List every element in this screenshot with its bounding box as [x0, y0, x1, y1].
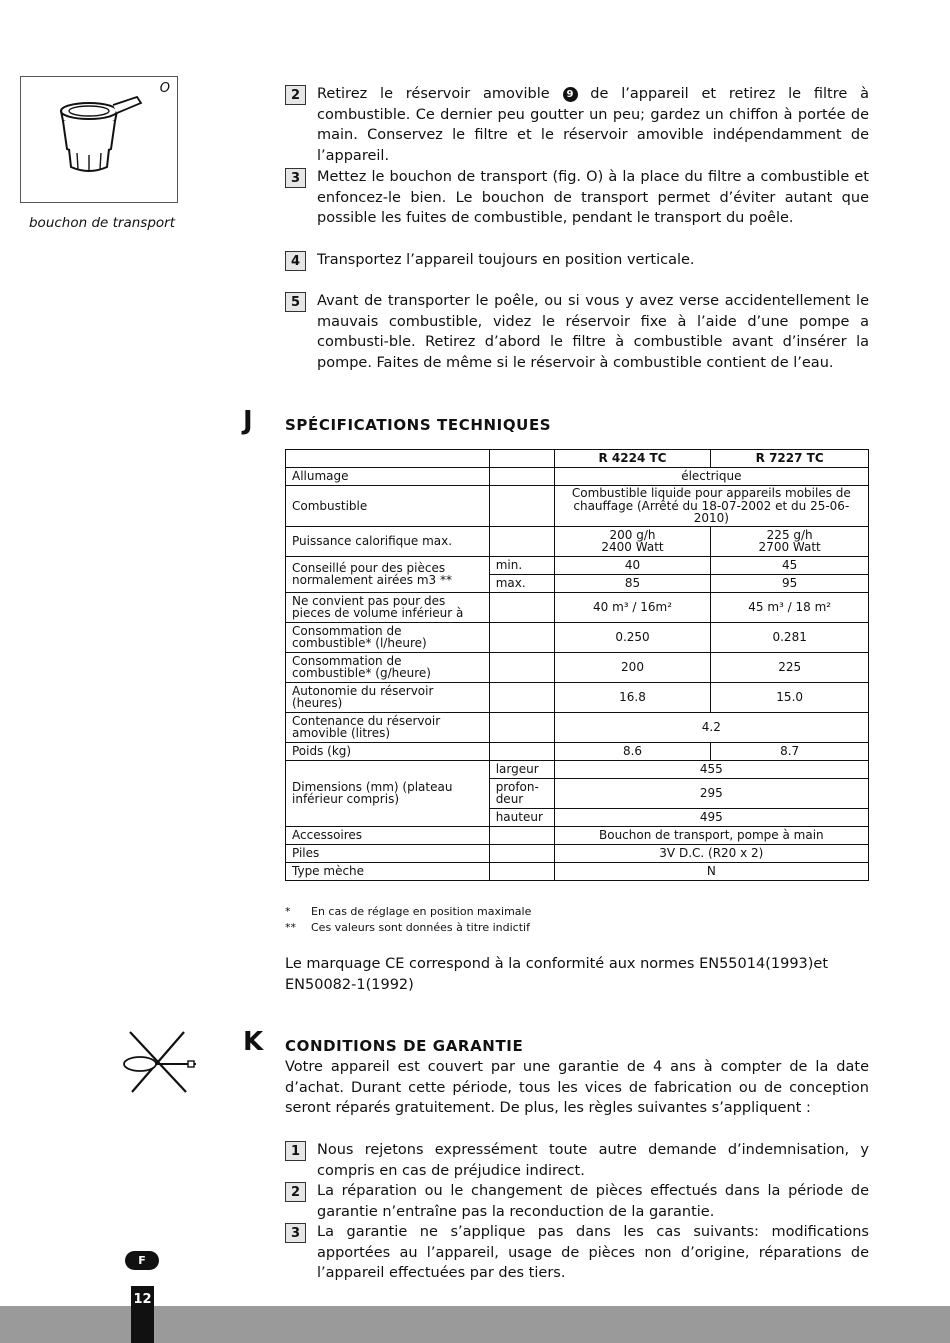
- reservoir-badge: 9: [563, 87, 578, 102]
- column-header: R 4224 TC: [554, 450, 711, 468]
- sub-label: max.: [489, 574, 554, 592]
- row-label: Type mèche: [286, 862, 490, 880]
- cell-value: 40: [554, 556, 711, 574]
- cell-value: 495: [554, 808, 868, 826]
- section-letter: K: [243, 1027, 264, 1057]
- table-row: [286, 682, 869, 712]
- cell-value: 0.250: [554, 622, 711, 652]
- step-text: La réparation ou le changement de pièces effectués dans la période de garantie n’entraîne pas la reconduction de la garantie.: [317, 1183, 869, 1220]
- cell-value: 4.2: [554, 712, 868, 742]
- cell-value: 8.7: [711, 742, 869, 760]
- ce-marking-text: Le marquage CE correspond à la conformité aux normes EN55014(1993)et EN50082-1(1992): [285, 956, 829, 993]
- row-label: Consommation de combustible* (l/heure): [286, 622, 490, 652]
- table-row: [286, 862, 869, 880]
- column-header: R 7227 TC: [711, 450, 869, 468]
- section-title: CONDITIONS DE GARANTIE: [285, 1037, 524, 1055]
- step-text: [317, 84, 869, 167]
- section-title: SPÉCIFICATIONS TECHNIQUES: [285, 416, 552, 434]
- row-label: Puissance calorifique max.: [286, 526, 490, 556]
- transport-cap-illustration: [41, 89, 161, 189]
- row-label: Dimensions (mm) (plateau inférieur compris): [286, 760, 490, 826]
- row-label: Accessoires: [286, 826, 490, 844]
- table-row: [286, 712, 869, 742]
- table-row: [286, 760, 869, 778]
- cell-value: 15.0: [711, 682, 869, 712]
- step-text: Mettez le bouchon de transport (fig. O) à la place du filtre a combustible et enfoncez-le bien. Le bouchon de transport permet d’éviter autant que possible les fuites de combustible, pendant le transport du poêle.: [317, 169, 869, 227]
- step-text: Avant de transporter le poêle, ou si vous y avez verse accidentellement le mauvais combustible, videz le réservoir fixe à l’aide d’une pompe a combusti-ble. Retirez d’abord le filtre à combustible avant d’insérer la pompe. Faites de même si le réservoir à combustible contient de l’eau.: [317, 293, 869, 372]
- cell-value: 95: [711, 574, 869, 592]
- step-text: La garantie ne s’applique pas dans les cas suivants: modifications apportées au l’appareil, usage de pièces non d’origine, réparations de l’appareil effectuées par des tiers.: [317, 1224, 869, 1282]
- table-row: [286, 826, 869, 844]
- step-number: 3: [285, 1223, 306, 1243]
- cell-value: 200 g/h 2400 Watt: [554, 526, 711, 556]
- figure-letter: O: [159, 81, 170, 96]
- sub-label: min.: [489, 556, 554, 574]
- language-badge: F: [125, 1251, 159, 1270]
- row-label: Allumage: [286, 468, 490, 486]
- cell-value: 225: [711, 652, 869, 682]
- step-text-before: Retirez le réservoir amovible: [317, 86, 563, 102]
- row-label: Conseillé pour des pièces normalement airées m3 **: [286, 556, 490, 592]
- table-row: [286, 486, 869, 527]
- step-number: 2: [285, 85, 306, 105]
- page-number: 12: [131, 1286, 154, 1343]
- warranty-intro: Votre appareil est couvert par une garantie de 4 ans à compter de la date d’achat. Durant cette période, tous les vices de fabrication ou de conception seront réparés gratuitement. De plus, les règles suivantes s’appliquent :: [285, 1059, 869, 1117]
- cell-value: 85: [554, 574, 711, 592]
- cell-value: 8.6: [554, 742, 711, 760]
- section-letter: J: [243, 406, 253, 436]
- step-text: Nous rejetons expressément toute autre demande d’indemnisation, y compris en cas de préjudice indirect.: [317, 1142, 869, 1179]
- footnote-mark: **: [285, 921, 296, 934]
- step-text: Transportez l’appareil toujours en position verticale.: [317, 252, 695, 268]
- figure-caption: bouchon de transport: [28, 215, 175, 231]
- footnote: [285, 905, 531, 918]
- cell-value: 45 m³ / 18 m²: [711, 592, 869, 622]
- step-number: 3: [285, 168, 306, 188]
- footnote-mark: *: [285, 905, 291, 918]
- cell-value: N: [554, 862, 868, 880]
- table-row: [286, 468, 869, 486]
- cell-value: électrique: [554, 468, 868, 486]
- table-row: [286, 844, 869, 862]
- row-label: Contenance du réservoir amovible (litres): [286, 712, 490, 742]
- table-row: [286, 450, 869, 468]
- cell-value: 3V D.C. (R20 x 2): [554, 844, 868, 862]
- table-row: [286, 622, 869, 652]
- cell-value: 225 g/h 2700 Watt: [711, 526, 869, 556]
- cell-value: 45: [711, 556, 869, 574]
- row-label: Autonomie du réservoir (heures): [286, 682, 490, 712]
- cell-value: Bouchon de transport, pompe à main: [554, 826, 868, 844]
- cell-value: 16.8: [554, 682, 711, 712]
- footnote: [285, 921, 530, 934]
- step-number: 2: [285, 1182, 306, 1202]
- sub-label: hauteur: [489, 808, 554, 826]
- cell-value: 40 m³ / 16m²: [554, 592, 711, 622]
- table-row: [286, 526, 869, 556]
- table-row: [286, 742, 869, 760]
- cell-value: 0.281: [711, 622, 869, 652]
- cell-value: 295: [554, 778, 868, 808]
- figure-o-box: [20, 76, 178, 203]
- sub-label: profon- deur: [489, 778, 554, 808]
- table-row: [286, 556, 869, 574]
- table-row: [286, 652, 869, 682]
- cell-value: 455: [554, 760, 868, 778]
- step-text-after: de l’appareil et retirez le filtre à combustible. Ce dernier peu goutter un peu; gardez un chiffon à portée de main. Conservez le filtre et le réservoir amovible indépendamment de l’appareil.: [317, 86, 869, 165]
- step-number: 1: [285, 1141, 306, 1161]
- row-label: Ne convient pas pour des pieces de volume inférieur à: [286, 592, 490, 622]
- cell-value: 200: [554, 652, 711, 682]
- step-number: 4: [285, 251, 306, 271]
- row-label: Poids (kg): [286, 742, 490, 760]
- row-label: Consommation de combustible* (g/heure): [286, 652, 490, 682]
- no-tools-icon: [118, 1028, 198, 1096]
- step-number: 5: [285, 292, 306, 312]
- specifications-table: [285, 449, 869, 881]
- sub-label: largeur: [489, 760, 554, 778]
- row-label: Combustible: [286, 486, 490, 527]
- table-row: [286, 592, 869, 622]
- footnote-text: Ces valeurs sont données à titre indictif: [311, 921, 530, 934]
- row-label: Piles: [286, 844, 490, 862]
- footnote-text: En cas de réglage en position maximale: [311, 905, 532, 918]
- cell-value: Combustible liquide pour appareils mobiles de chauffage (Arrêté du 18-07-2002 et du 25-06-2010): [554, 486, 868, 527]
